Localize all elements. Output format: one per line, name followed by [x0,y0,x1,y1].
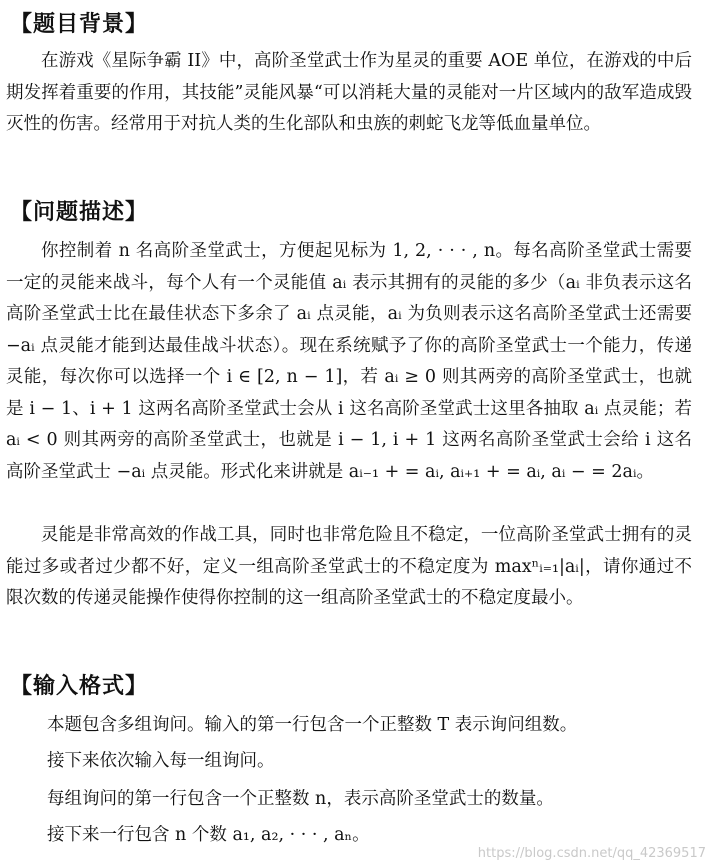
watermark: https://blog.csdn.net/qq_42369517 [477,846,706,861]
description-paragraph-2: 灵能是非常高效的作战工具，同时也非常危险且不稳定，一位高阶圣堂武士拥有的灵能过多或者过少都不好，定义一组高阶圣堂武士的不稳定度为 maxⁿᵢ₌₁|aᵢ|，请你通过不限次数的传递灵能操作使得你控制的这一组高阶圣堂武士的不稳定度最小。 [6,525,692,608]
section-title-background: 【题目背景】 [10,12,149,37]
section-title-description: 【问题描述】 [10,200,149,225]
input-line-2: 接下来依次输入每一组询问。 [47,751,275,771]
input-line-3: 每组询问的第一行包含一个正整数 n，表示高阶圣堂武士的数量。 [47,789,554,809]
background-paragraph: 在游戏《星际争霸 II》中，高阶圣堂武士作为星灵的重要 AOE 单位，在游戏的中后期发挥着重要的作用，其技能”灵能风暴“可以消耗大量的灵能对一片区域内的敌军造成毁灭性的伤害。经常用于对抗人类的生化部队和虫族的刺蛇飞龙等低血量单位。 [6,51,692,134]
input-line-1: 本题包含多组询问。输入的第一行包含一个正整数 T 表示询问组数。 [47,715,578,735]
section-title-input: 【输入格式】 [10,674,149,699]
input-line-4: 接下来一行包含 n 个数 a₁, a₂, · · · , aₙ。 [47,825,370,845]
description-paragraph-1: 你控制着 n 名高阶圣堂武士，方便起见标为 1, 2, · · · , n。每名高阶圣堂武士需要一定的灵能来战斗，每个人有一个灵能值 aᵢ 表示其拥有的灵能的多少（aᵢ 非负表示这名高阶圣堂武士比在最佳状态下多余了 aᵢ 点灵能，aᵢ 为负则表示这名高阶圣堂武士还需要 −aᵢ 点灵能才能到达最佳战斗状态）。现在系统赋予了你的高阶圣堂武士一个能力，传递灵能，每次你可以选择一个 i ∈ [2, n − 1]，若 aᵢ ≥ 0 则其两旁的高阶圣堂武士，也就是 i − 1、i + 1 这两名高阶圣堂武士会从 i 这名高阶圣堂武士这里各抽取 aᵢ 点灵能；若 aᵢ < 0 则其两旁的高阶圣堂武士，也就是 i − 1, i + 1 这两名高阶圣堂武士会给 i 这名高阶圣堂武士 −aᵢ 点灵能。形式化来讲就是 aᵢ₋₁ + = aᵢ, aᵢ₊₁ + = aᵢ, aᵢ − = 2aᵢ。 [6,241,692,482]
